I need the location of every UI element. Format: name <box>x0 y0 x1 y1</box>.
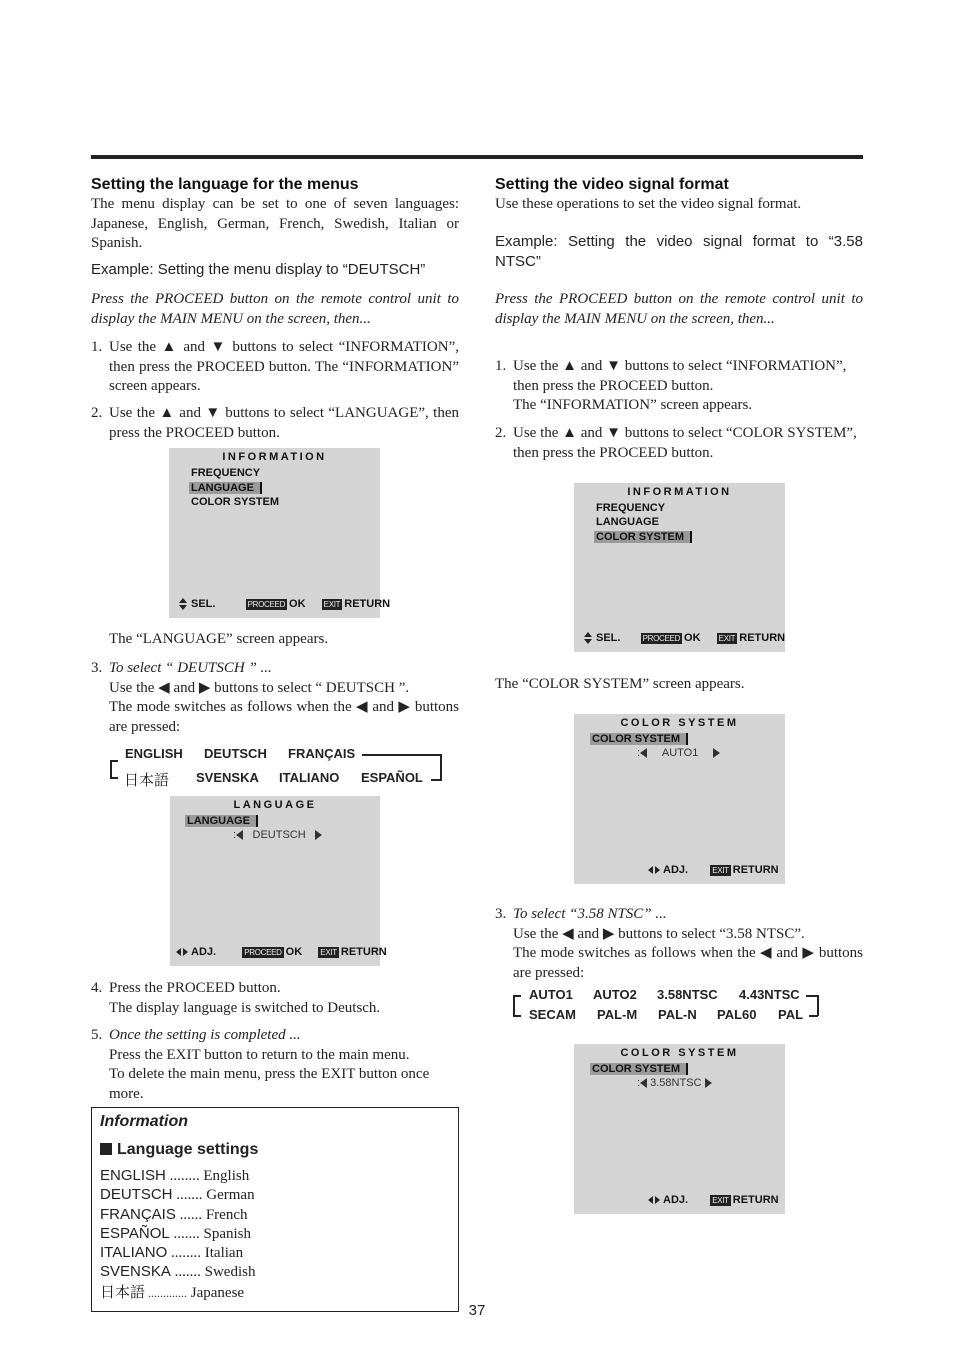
info-screen-language <box>169 448 391 618</box>
cycle-option: ENGLISH <box>125 746 183 761</box>
exit-badge-icon: EXIT <box>712 866 729 875</box>
screen-footer: SEL. PROCEED OK EXIT RETURN <box>584 632 785 644</box>
square-bullet-icon <box>100 1143 112 1155</box>
menu-item-frequency: FREQUENCY <box>191 467 261 479</box>
screen-title: COLOR SYSTEM <box>620 717 739 729</box>
right-step-1: 1. Use the ▲ and ▼ buttons to select “INFORMATION”, then press the PROCEED button. The “INFORMATION” screen appears. <box>495 358 847 413</box>
cycle-option: 日本語 <box>124 772 170 789</box>
page-number: 37 <box>468 1302 486 1319</box>
menu-item-color-system: COLOR SYSTEM <box>590 733 688 746</box>
cycle-option: ESPAÑOL <box>361 770 423 785</box>
language-row: SVENSKA ....... Swedish <box>100 1263 256 1280</box>
info-box-subtitle: Language settings <box>100 1141 258 1159</box>
language-row: DEUTSCH ....... German <box>100 1186 255 1203</box>
right-arrow-icon <box>315 830 322 840</box>
exit-badge-icon: EXIT <box>323 599 341 609</box>
left-example: Example: Setting the menu display to “DEUTSCH” <box>91 261 426 278</box>
cycle-option: PAL60 <box>717 1007 757 1022</box>
color-system-screen-358ntsc <box>574 1044 785 1214</box>
cycle-option: FRANÇAIS <box>288 746 356 761</box>
color-system-screen-auto1 <box>574 714 785 884</box>
cycle-option: DEUTSCH <box>204 746 267 761</box>
screen-title: INFORMATION <box>627 486 732 498</box>
right-section-title: Setting the video signal format <box>495 176 729 193</box>
left-arrow-icon <box>640 748 647 758</box>
proceed-badge-icon: PROCEED <box>247 599 286 609</box>
cycle-option: AUTO1 <box>529 987 573 1002</box>
screen-footer: ADJ. PROCEED OK EXIT RETURN <box>176 946 387 958</box>
cycle-option: PAL <box>778 1007 804 1022</box>
left-press-note: Press the PROCEED button on the remote control unit to display the MAIN MENU on the screen, then... <box>91 291 459 327</box>
left-step-5: 5. Once the setting is completed ... Press the EXIT button to return to the main menu. To delete the main menu, press the EXIT button once more. <box>91 1027 430 1102</box>
left-intro: The menu display can be set to one of seven languages: Japanese, English, German, French, Swedish, Italian or Spanish. <box>91 196 459 251</box>
proceed-badge-icon: PROCEED <box>244 948 282 957</box>
right-arrow-icon <box>705 1078 712 1088</box>
left-right-icon <box>176 948 188 957</box>
right-intro: Use these operations to set the video signal format. <box>495 196 802 212</box>
menu-item-color-system: COLOR SYSTEM <box>191 496 280 508</box>
language-row: ENGLISH ........ English <box>100 1167 250 1184</box>
exit-badge-icon: EXIT <box>718 633 736 643</box>
cycle-option: PAL-M <box>597 1007 638 1022</box>
screen-footer: ADJ. EXIT RETURN <box>648 864 779 876</box>
info-screen-color-system <box>574 483 785 652</box>
menu-item-color-system: COLOR SYSTEM <box>594 531 692 544</box>
up-down-icon <box>179 598 188 610</box>
left-right-icon <box>648 866 660 875</box>
menu-item-language: LANGUAGE <box>189 482 262 495</box>
menu-item-frequency: FREQUENCY <box>596 502 666 514</box>
information-box <box>91 1107 459 1312</box>
right-press-note: Press the PROCEED button on the remote control unit to display the MAIN MENU on the screen, then... <box>495 291 863 327</box>
left-step-1: 1. Use the ▲ and ▼ buttons to select “INFORMATION”, then press the PROCEED button. The “INFORMATION” screen appears. <box>91 339 459 394</box>
language-row: 日本語 ............. Japanese <box>100 1284 245 1301</box>
language-row: FRANÇAIS ...... French <box>100 1206 248 1223</box>
left-step-4: 4. Press the PROCEED button. The display language is switched to Deutsch. <box>91 980 381 1016</box>
exit-badge-icon: EXIT <box>712 1196 729 1205</box>
left-arrow-icon <box>236 830 243 840</box>
right-example: Example: Setting the video signal format to “3.58 NTSC” <box>495 233 863 270</box>
language-screen <box>170 796 387 966</box>
color-system-value: : 3.58NTSC <box>637 1077 712 1089</box>
cycle-option: 4.43NTSC <box>739 987 800 1002</box>
proceed-badge-icon: PROCEED <box>642 633 681 643</box>
language-row: ITALIANO ........ Italian <box>100 1244 244 1261</box>
up-down-icon <box>584 632 593 644</box>
top-rule <box>91 155 863 159</box>
screen-title: INFORMATION <box>222 451 327 463</box>
cycle-option: 3.58NTSC <box>657 987 718 1002</box>
right-after-screen: The “COLOR SYSTEM” screen appears. <box>495 676 745 692</box>
cycle-option: ITALIANO <box>279 770 340 785</box>
language-row: ESPAÑOL ....... Spanish <box>100 1225 252 1242</box>
menu-item-color-system: COLOR SYSTEM <box>590 1063 688 1076</box>
cycle-option: SVENSKA <box>196 770 259 785</box>
exit-badge-icon: EXIT <box>320 948 337 957</box>
screen-footer: SEL. PROCEED OK EXIT RETURN <box>179 598 390 610</box>
left-step-2: 2. Use the ▲ and ▼ buttons to select “LANGUAGE”, then press the PROCEED button. <box>91 405 459 441</box>
info-box-title: Information <box>100 1113 188 1130</box>
right-step-3: 3. To select “3.58 NTSC” ... Use the ◀ and ▶ buttons to select “3.58 NTSC”. The mode switches as follows when the ◀ and ▶ buttons are pressed: <box>495 906 863 981</box>
left-after-screen: The “LANGUAGE” screen appears. <box>109 631 329 647</box>
color-system-value: : AUTO1 <box>637 747 720 759</box>
right-step-2: 2. Use the ▲ and ▼ buttons to select “COLOR SYSTEM”, then press the PROCEED button. <box>495 425 857 461</box>
right-arrow-icon <box>713 748 720 758</box>
menu-item-language: LANGUAGE <box>185 815 258 828</box>
left-section-title: Setting the language for the menus <box>91 176 359 193</box>
cycle-option: AUTO2 <box>593 987 637 1002</box>
left-right-icon <box>648 1196 660 1205</box>
cycle-option: PAL-N <box>658 1007 697 1022</box>
language-value: : DEUTSCH <box>233 829 322 841</box>
screen-footer: ADJ. EXIT RETURN <box>648 1194 779 1206</box>
left-arrow-icon <box>640 1078 647 1088</box>
left-step-3: 3. To select “ DEUTSCH ” ... Use the ◀ and ▶ buttons to select “ DEUTSCH ”. The mode switches as follows when the ◀ and ▶ buttons are pressed: <box>91 660 459 735</box>
cycle-option: SECAM <box>529 1007 576 1022</box>
screen-title: COLOR SYSTEM <box>620 1047 739 1059</box>
screen-title: LANGUAGE <box>233 799 317 811</box>
menu-item-language: LANGUAGE <box>596 516 659 528</box>
